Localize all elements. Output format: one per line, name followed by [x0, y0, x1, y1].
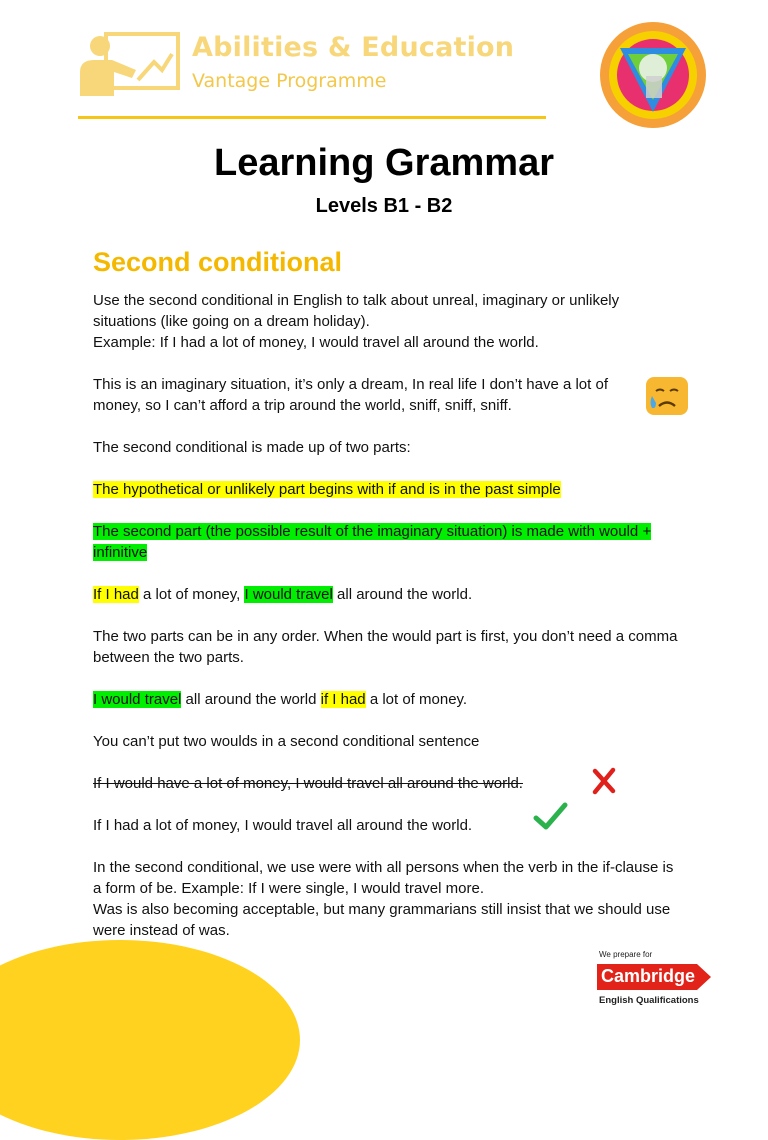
example-two-mid: all around the world [181, 691, 321, 708]
header-divider [78, 116, 546, 119]
example-two-end: a lot of money. [365, 691, 468, 708]
section-heading: Second conditional [93, 247, 343, 277]
example-one [93, 584, 683, 605]
intro-text: Use the second conditional in English to talk about unreal, imaginary or unlikely situations (like going on a dream holiday). [93, 292, 620, 330]
two-parts-text: The second conditional is made up of two parts: [93, 439, 411, 456]
if-clause-highlight: If I had [93, 586, 139, 603]
imaginary-text: This is an imaginary situation, it’s only a dream, In real life I don’t have a lot of money, so I can’t afford a trip around the world, sniff, sniff, sniff. [93, 376, 608, 414]
were-text: In the second conditional, we use were with all persons when the verb in the if-clause is a form of be. Example: If I were single, I would travel more. [93, 859, 674, 897]
example-two [93, 689, 683, 710]
cambridge-logo [597, 950, 727, 1020]
teacher-logo-icon [78, 32, 180, 98]
right-example: If I had a lot of money, I would travel all around the world. [93, 817, 473, 834]
if-clause-highlight: if I had [320, 691, 366, 708]
cambridge-qualifications: English Qualifications [599, 995, 699, 1006]
page-subtitle: Levels B1 - B2 [315, 195, 453, 217]
would-clause-highlight: I would travel [93, 691, 182, 708]
lesson-body [93, 290, 683, 962]
page-title: Learning Grammar [214, 142, 554, 184]
vantage-badge-icon [598, 20, 708, 130]
example-one-end: all around the world. [332, 586, 473, 603]
part-two-highlight: The second part (the possible result of the imaginary situation) is made with would + infinitive [93, 523, 652, 561]
footer-decoration [0, 940, 300, 1140]
brand-title: Abilities & Education [192, 32, 515, 63]
example-one-mid: a lot of money, [138, 586, 245, 603]
part-one-rule [93, 479, 683, 500]
sad-face-icon [644, 376, 690, 416]
would-clause-highlight: I would travel [244, 586, 333, 603]
cambridge-tagline: We prepare for [599, 950, 653, 959]
part-one-highlight: The hypothetical or unlikely part begins with if and is in the past simple [93, 481, 561, 498]
brand-subtitle: Vantage Programme [192, 70, 387, 92]
two-woulds-text: You can’t put two woulds in a second conditional sentence [93, 733, 480, 750]
brand-header [78, 30, 548, 120]
wrong-example-text: If I would have a lot of money, I would travel all around the world. [93, 775, 523, 792]
check-icon [532, 800, 568, 832]
cambridge-arrow-icon [697, 964, 711, 990]
order-text: The two parts can be in any order. When the would part is first, you don’t need a comma between the two parts. [93, 628, 678, 666]
was-text: Was is also becoming acceptable, but many grammarians still insist that we should use were instead of was. [93, 901, 671, 939]
part-two-rule [93, 521, 683, 563]
intro-example: Example: If I had a lot of money, I would travel all around the world. [93, 334, 539, 351]
cambridge-name: Cambridge [601, 966, 696, 986]
cross-icon [591, 767, 617, 795]
